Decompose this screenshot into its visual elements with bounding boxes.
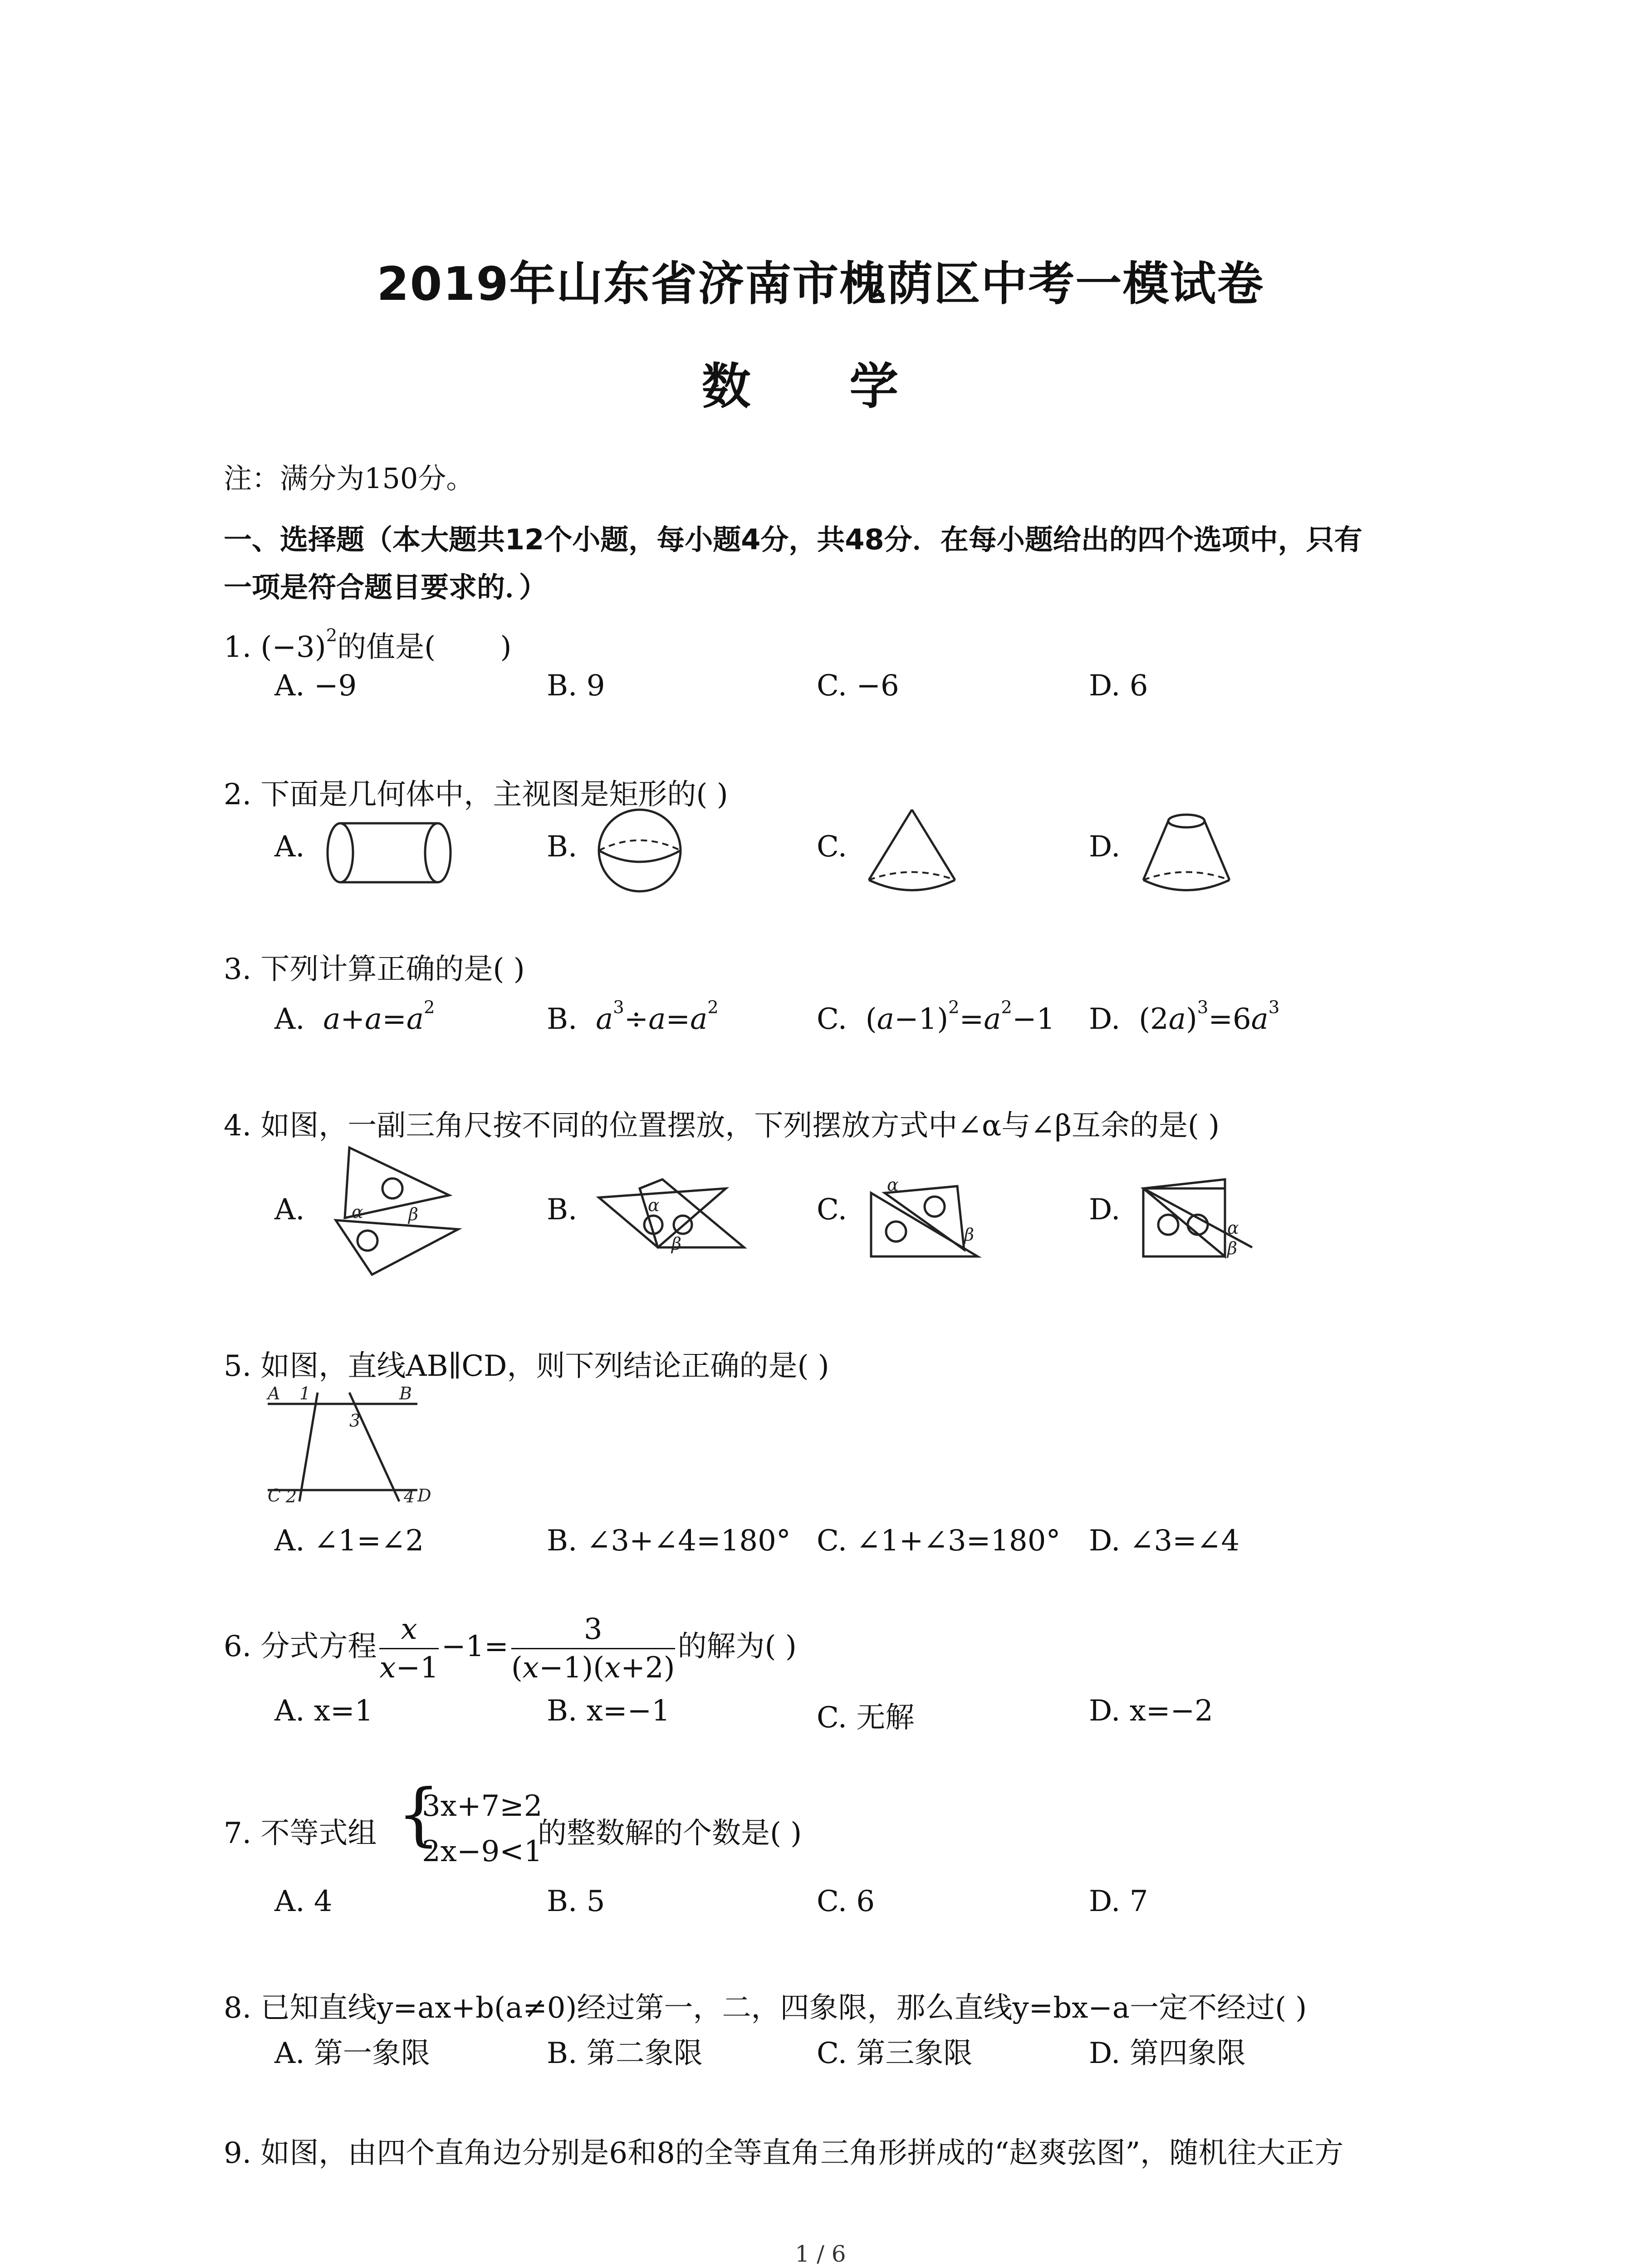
question-7-suffix: 的整数解的个数是( ) (538, 1817, 802, 1850)
frustum-figure (1136, 807, 1236, 903)
question-7-option-d[interactable]: D. 7 (1089, 1885, 1148, 1918)
question-7-prefix: 7. 不等式组 (224, 1817, 377, 1850)
question-2-option-b[interactable]: B. (547, 830, 578, 864)
inequality-2: 2x−9<1 (422, 1835, 543, 1868)
question-4-option-b[interactable]: B. (547, 1193, 578, 1227)
question-7-option-a[interactable]: A. 4 (274, 1885, 333, 1918)
svg-text:β: β (1227, 1238, 1237, 1258)
question-7-option-b[interactable]: B. 5 (547, 1885, 605, 1918)
question-1-expression: $(-3)^2$的值是( ) (260, 625, 512, 664)
question-9-stem: 9. 如图，由四个直角边分别是6和8的全等直角三角形拼成的“赵爽弦图”，随机往大正方 (224, 2136, 1344, 2170)
question-3-option-c[interactable]: C. $(a-1)^2=a^2-1$ (817, 997, 1055, 1036)
question-5-stem: 5. 如图，直线AB∥CD，则下列结论正确的是( ) (224, 1349, 829, 1383)
set-squares-figure-b (599, 1179, 749, 1261)
question-8-option-d[interactable]: D. 第四象限 (1089, 2037, 1246, 2070)
svg-text:α: α (1227, 1218, 1239, 1238)
set-squares-figure-c (871, 1175, 989, 1266)
section-heading-line1: 一、选择题（本大题共12个小题，每小题4分，共48分．在每小题给出的四个选项中，只有 (224, 523, 1362, 556)
score-note: 注：满分为150分。 (224, 462, 475, 495)
question-8-option-b[interactable]: B. 第二象限 (547, 2037, 703, 2070)
label-angle-4: 4 (404, 1486, 415, 1506)
question-3-stem: 3. 下列计算正确的是( ) (224, 953, 525, 986)
question-6-option-a[interactable]: A. x=1 (274, 1694, 373, 1728)
question-3-option-b[interactable]: B. $a^3\div a=a^2$ (547, 997, 719, 1036)
question-4-option-a[interactable]: A. (274, 1193, 305, 1227)
question-1-option-c[interactable]: C. −6 (817, 669, 899, 703)
question-4-stem: 4. 如图，一副三角尺按不同的位置摆放，下列摆放方式中∠α与∠β互余的是( ) (224, 1109, 1220, 1143)
label-angle-2: 2 (286, 1486, 297, 1506)
section-heading-line2: 一项是符合题目要求的．） (224, 571, 548, 604)
label-d: D (417, 1486, 431, 1505)
cone-figure (862, 803, 962, 898)
parallel-lines-figure (268, 1383, 440, 1506)
svg-text:β: β (964, 1225, 974, 1245)
set-squares-figure-d (1143, 1179, 1261, 1266)
question-6-prefix: 6. 分式方程 (224, 1630, 377, 1663)
question-8-stem: 8. 已知直线y=ax+b(a≠0)经过第一，二，四象限，那么直线y=bx−a一定不经过( ) (224, 1991, 1307, 2025)
question-7-option-c[interactable]: C. 6 (817, 1885, 875, 1918)
question-1-option-d[interactable]: D. 6 (1089, 669, 1148, 703)
cylinder-figure (322, 812, 458, 894)
question-2-option-d[interactable]: D. (1089, 830, 1121, 864)
question-2-option-c[interactable]: C. (817, 830, 847, 864)
subject-title: 数 学 (701, 358, 940, 415)
question-1-option-a[interactable]: A. −9 (274, 669, 357, 703)
fraction-3-over-product: $\frac{3}{(x-1)(x+2)}$ (511, 1613, 675, 1685)
question-6-option-b[interactable]: B. x=−1 (547, 1694, 670, 1728)
page-number: 1 / 6 (795, 2241, 846, 2267)
question-2-stem: 2. 下面是几何体中，主视图是矩形的( ) (224, 778, 728, 811)
set-squares-figure-a (327, 1148, 463, 1279)
inequality-1: 3x+7≥2 (422, 1789, 543, 1823)
svg-text:β: β (671, 1234, 681, 1254)
question-3-option-a[interactable]: A. $a+a=a^2$ (274, 997, 435, 1036)
label-a: A (268, 1383, 280, 1403)
question-8-option-a[interactable]: A. 第一象限 (274, 2037, 430, 2070)
question-6-option-d[interactable]: D. x=−2 (1089, 1694, 1213, 1728)
question-1-stem (224, 624, 511, 665)
question-4-option-c[interactable]: C. (817, 1193, 847, 1227)
question-4-option-d[interactable]: D. (1089, 1193, 1121, 1227)
svg-text:α: α (887, 1175, 899, 1195)
question-5-option-c[interactable]: C. ∠1+∠3=180° (817, 1524, 1061, 1558)
label-angle-1: 1 (299, 1383, 311, 1403)
question-1-option-b[interactable]: B. 9 (547, 669, 605, 703)
svg-text:α: α (352, 1202, 363, 1222)
label-angle-3: 3 (349, 1411, 361, 1431)
question-6-stem: 6. 分式方程 $\frac{x}{x-1}$ −1= $\frac{3}{(x-1)(x+2)}$ 的解为( ) (224, 1613, 797, 1685)
question-6-suffix: 的解为( ) (677, 1630, 797, 1663)
question-5-option-d[interactable]: D. ∠3=∠4 (1089, 1524, 1240, 1558)
question-3-option-d[interactable]: D. $(2a)^3=6a^3$ (1089, 997, 1280, 1036)
sphere-figure (594, 805, 685, 896)
question-5-option-a[interactable]: A. ∠1=∠2 (274, 1524, 424, 1558)
svg-text:β: β (408, 1204, 418, 1224)
page-title: 2019年山东省济南市槐荫区中考一模试卷 (377, 257, 1264, 311)
question-8-option-c[interactable]: C. 第三象限 (817, 2037, 973, 2070)
question-6-option-c[interactable]: C. 无解 (817, 1701, 915, 1735)
brace-symbol: { (397, 1775, 441, 1854)
fraction-x-over-x-minus-1: $\frac{x}{x-1}$ (379, 1613, 439, 1685)
label-c: C (268, 1486, 281, 1505)
svg-text:α: α (648, 1195, 660, 1215)
question-1-number: 1. (224, 631, 252, 664)
question-2-option-a[interactable]: A. (274, 830, 305, 864)
label-b: B (399, 1383, 412, 1403)
question-5-option-b[interactable]: B. ∠3+∠4=180° (547, 1524, 791, 1558)
